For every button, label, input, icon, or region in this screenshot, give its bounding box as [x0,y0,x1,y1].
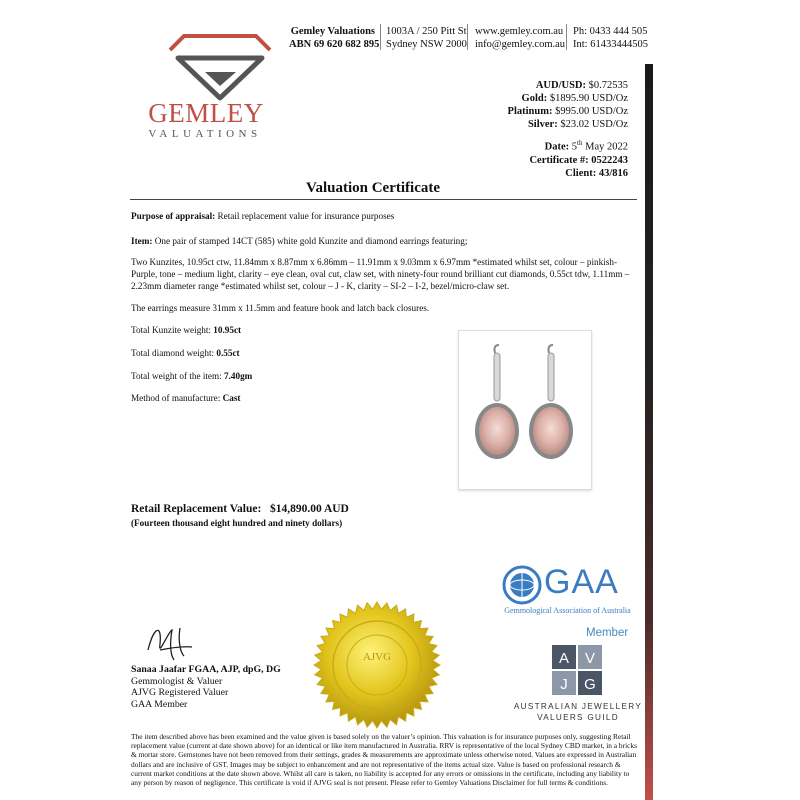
method-label: Method of manufacture: [131,393,221,403]
method-value: Cast [222,393,241,403]
purpose-label: Purpose of appraisal: [131,211,216,221]
weight-value: 7.40gm [224,371,253,381]
item-line [131,235,636,247]
valuer-block [131,664,281,710]
company-abn: ABN 69 620 682 895 [289,39,380,50]
ajvg-letter-g: G [584,676,596,693]
retail-amount: $14,890.00 AUD [269,503,349,515]
retail-replacement-value [131,503,349,515]
aud-usd-label: AUD/USD: [535,80,586,91]
email-link[interactable]: info@gemley.com.au [475,39,566,50]
certificate-number: 0522243 [591,154,628,166]
client-number: 43/816 [598,167,628,179]
purpose-of-appraisal [131,210,636,222]
valuer-title3: GAA Member [131,698,188,710]
gold-label: Gold: [521,93,548,104]
date-rest: May 2022 [585,141,628,153]
valuer-signature [140,620,200,666]
diamond-label: Total diamond weight: [131,348,215,358]
ajvg-logo [552,645,602,695]
ajvg-letter-v: V [584,650,596,667]
earrings-illustration [459,331,591,489]
company-name: Gemley Valuations [290,26,375,37]
silver-value: $23.02 USD/Oz [560,119,628,130]
header-divider [566,24,567,50]
valuer-title2: AJVG Registered Valuer [131,687,229,698]
valuer-name: Sanaa Jaafar FGAA, AJP, dpG, DG [131,664,281,675]
gold-value: $1895.90 USD/Oz [549,93,628,104]
intl-phone: Int: 61433444505 [573,39,648,50]
ajvg-letter-a: A [558,650,570,667]
ajvg-gold-seal [312,600,442,730]
item-label: Item: [131,236,153,246]
disclaimer: The item described above has been examined and the value given is based solely on the valuer’s opinion. This valuation is for insurance purposes only, suggesting Retail replacement value (current at date shown above) for an identical or like item manufactured in Australia. RRV is representative of the local Sydney CBD market, in a bricks & mortar store. Gemstones have not been removed from their settings, grades & measurements are approximate unless otherwise noted. Values are expressed in Australian dollars and are inclusive of GST. Images may be subject to enhancement and are not representative of the items actual size. Value is based on professional research & current market conditions at the date shown above. Whilst all care is taken, no liability is accepted for any errors or omissions in the certificate, including any liability to any person by reason of negligence. This certificate is void if AJVG seal is not present. Please refer to Gemley Valuations Disclaimer for full terms & conditions. [131,732,637,788]
header-company [289,25,380,51]
gaa-text: GAA [544,563,619,601]
exchange-rates [508,79,628,131]
retail-value-words: (Fourteen thousand eight hundred and ninety dollars) [131,518,343,528]
item-value: One pair of stamped 14CT (585) white gold Kunzite and diamond earrings featuring; [154,236,468,246]
date-suffix: th [577,139,583,147]
client-label: Client: [565,167,597,179]
silver-label: Silver: [527,119,558,130]
date-label: Date: [544,141,570,153]
valuer-title1: Gemmologist & Valuer [131,675,223,687]
phone: Ph: 0433 444 505 [573,26,648,37]
address-line1: 1003A / 250 Pitt St [386,26,467,37]
certificate-label: Certificate #: [529,154,589,166]
seal-center-text: AJVG [362,651,392,663]
header-web [475,25,565,51]
gaa-tagline: Gemmological Association of Australia [504,606,631,615]
header-phone [573,25,648,51]
header-address [386,25,467,51]
purpose-value: Retail replacement value for insurance purposes [217,211,395,221]
earrings-photo [458,330,592,490]
title-divider [130,199,637,200]
item-measurements: The earrings measure 31mm x 11.5mm and feature hook and latch back closures. [131,303,430,313]
certificate-info [529,137,628,180]
header-divider [467,24,468,50]
brand-subtitle: VALUATIONS [148,128,262,140]
address-line2: Sydney NSW 2000 [386,39,467,50]
header-divider [380,24,381,50]
platinum-value: $995.00 USD/Oz [555,106,628,117]
ajvg-name [508,701,648,723]
date-day: 5 [571,141,578,153]
ajvg-letter-j: J [560,676,568,693]
diamond-value: 0.55ct [216,348,240,358]
aud-usd-value: $0.72535 [588,80,628,91]
document-title: Valuation Certificate [306,180,441,196]
kunzite-value: 10.95ct [213,325,242,335]
platinum-label: Platinum: [507,106,553,117]
website-link[interactable]: www.gemley.com.au [475,26,564,37]
ajvg-name-line1: AUSTRALIAN JEWELLERY [513,702,643,711]
retail-label: Retail Replacement Value: [131,503,262,515]
brand-name: GEMLEY [148,98,264,128]
gaa-member: Member [586,627,629,639]
kunzite-label: Total Kunzite weight: [131,325,211,335]
weight-label: Total weight of the item: [131,371,222,381]
accent-bar [645,64,653,800]
item-description: Two Kunzites, 10.95ct ctw, 11.84mm x 8.87mm x 6.86mm – 11.91mm x 9.03mm x 6.97mm *estimated whilst set, colour – pinkish-Purple, tone – medium light, clarity – eye clean, oval cut, claw set, with ninety-four round brilliant cut diamonds, 0.55ct tdw, 1.11mm – 2.23mm diameter range *estimated whilst set, colour – J - K, clarity – SI-2 – I-2, bezel/micro-claw set. [131,257,630,291]
ajvg-name-line2: VALUERS GUILD [537,713,619,722]
